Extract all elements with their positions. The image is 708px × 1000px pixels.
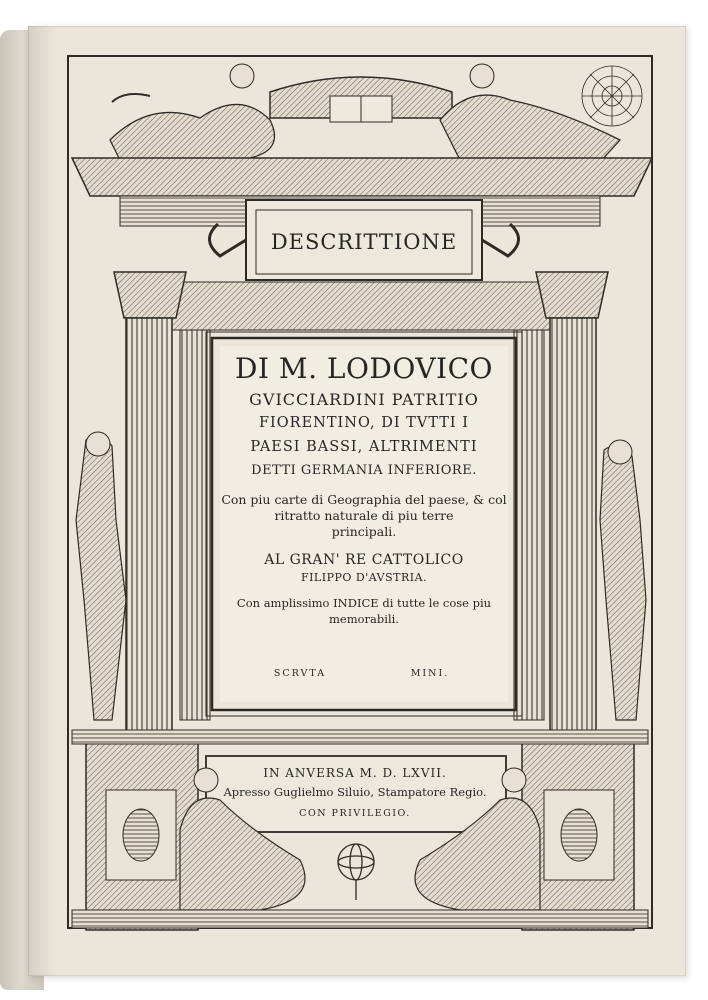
imprint-line-2: Apresso Guglielmo Siluio, Stampatore Regio. — [223, 785, 487, 799]
base-plinth — [72, 910, 648, 928]
motto-right: MINI. — [410, 668, 450, 679]
imprint-line-3: CON PRIVILEGIO. — [299, 808, 411, 819]
dedication-line-1: AL GRAN' RE CATTOLICO — [264, 552, 464, 568]
imprint-line-1: IN ANVERSA M. D. LXVII. — [263, 766, 447, 780]
capital-left — [114, 272, 186, 318]
reclining-figure-left — [110, 104, 275, 160]
dedication-line-2: FILIPPO D'AVSTRIA. — [300, 571, 428, 584]
armillary-sphere-icon — [338, 844, 374, 900]
subtitle-line-1: Con piu carte di Geographia del paese, & col — [221, 492, 507, 507]
title-text-panel — [220, 346, 508, 702]
base-cornice — [72, 730, 648, 744]
strapwork-right — [482, 224, 519, 256]
garland-frieze — [170, 282, 550, 330]
pilaster-right — [514, 330, 544, 720]
column-left — [126, 318, 172, 738]
spider-web-icon — [582, 66, 642, 126]
reclining-figure-right — [440, 95, 620, 162]
standing-figure-left — [76, 436, 126, 720]
motto-left: SCRVTA — [273, 668, 327, 679]
standing-figure-right — [600, 446, 646, 720]
figure-head-left — [230, 64, 254, 88]
subtitle-line-3: principali. — [331, 524, 397, 539]
title-banner: DESCRITTIONE — [270, 230, 458, 254]
title-line-2: GVICCIARDINI PATRITIO — [249, 390, 479, 409]
figure-head-right — [470, 64, 494, 88]
author-line: DI M. LODOVICO — [234, 352, 493, 385]
subtitle-line-2: ritratto naturale di piu terre — [274, 508, 454, 523]
capital-right — [536, 272, 608, 318]
index-line-1: Con amplissimo INDICE di tutte le cose piu — [236, 596, 492, 610]
bird-icon — [112, 94, 150, 102]
index-line-2: memorabili. — [329, 612, 399, 626]
entablature — [72, 158, 652, 196]
strapwork-left — [209, 224, 246, 256]
title-line-3: FIORENTINO, DI TVTTI I — [259, 415, 469, 431]
title-line-5: DETTI GERMANIA INFERIORE. — [251, 463, 477, 478]
column-right — [550, 318, 596, 738]
title-line-4: PAESI BASSI, ALTRIMENTI — [250, 439, 478, 455]
